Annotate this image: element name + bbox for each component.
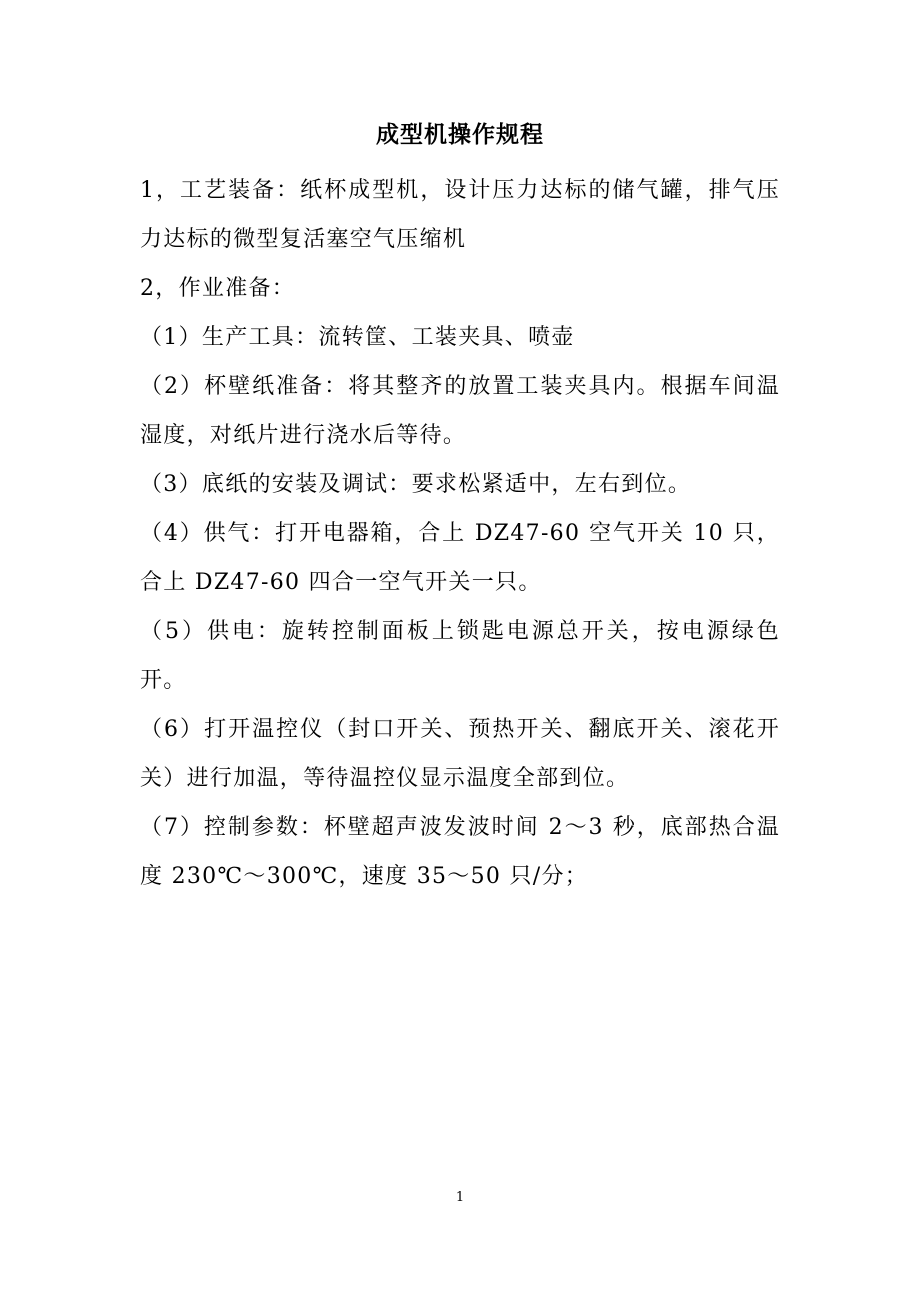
page-number: 1 [455,1190,465,1205]
paragraph-cup-wall-paper: （2）杯壁纸准备：将其整齐的放置工装夹具内。根据车间温湿度，对纸片进行浇水后等待。 [140,374,780,448]
paragraph-process-equipment: 1，工艺装备：纸杯成型机，设计压力达标的储气罐，排气压力达标的微型复活塞空气压缩机 [140,178,780,252]
paragraph-temperature-controller: （6）打开温控仪（封口开关、预热开关、翻底开关、滚花开关）进行加温，等待温控仪显示温度全部到位。 [140,717,780,791]
paragraph-work-preparation: 2，作业准备： [140,276,296,301]
paragraph-air-supply: （4）供气：打开电器箱，合上 DZ47-60 空气开关 10 只，合上 DZ47-60 四合一空气开关一只。 [140,521,780,595]
document-title: 成型机操作规程 [376,122,544,148]
document-body [140,166,780,901]
paragraph-control-parameters: （7）控制参数：杯壁超声波发波时间 2～3 秒，底部热合温度 230℃～300℃，速度 35～50 只/分； [140,815,780,889]
paragraph-bottom-paper: （3）底纸的安装及调试：要求松紧适中，左右到位。 [140,472,692,497]
paragraph-production-tools: （1）生产工具：流转筐、工装夹具、喷壶 [140,325,575,350]
paragraph-power-supply: （5）供电：旋转控制面板上锁匙电源总开关，按电源绿色开。 [140,619,780,693]
